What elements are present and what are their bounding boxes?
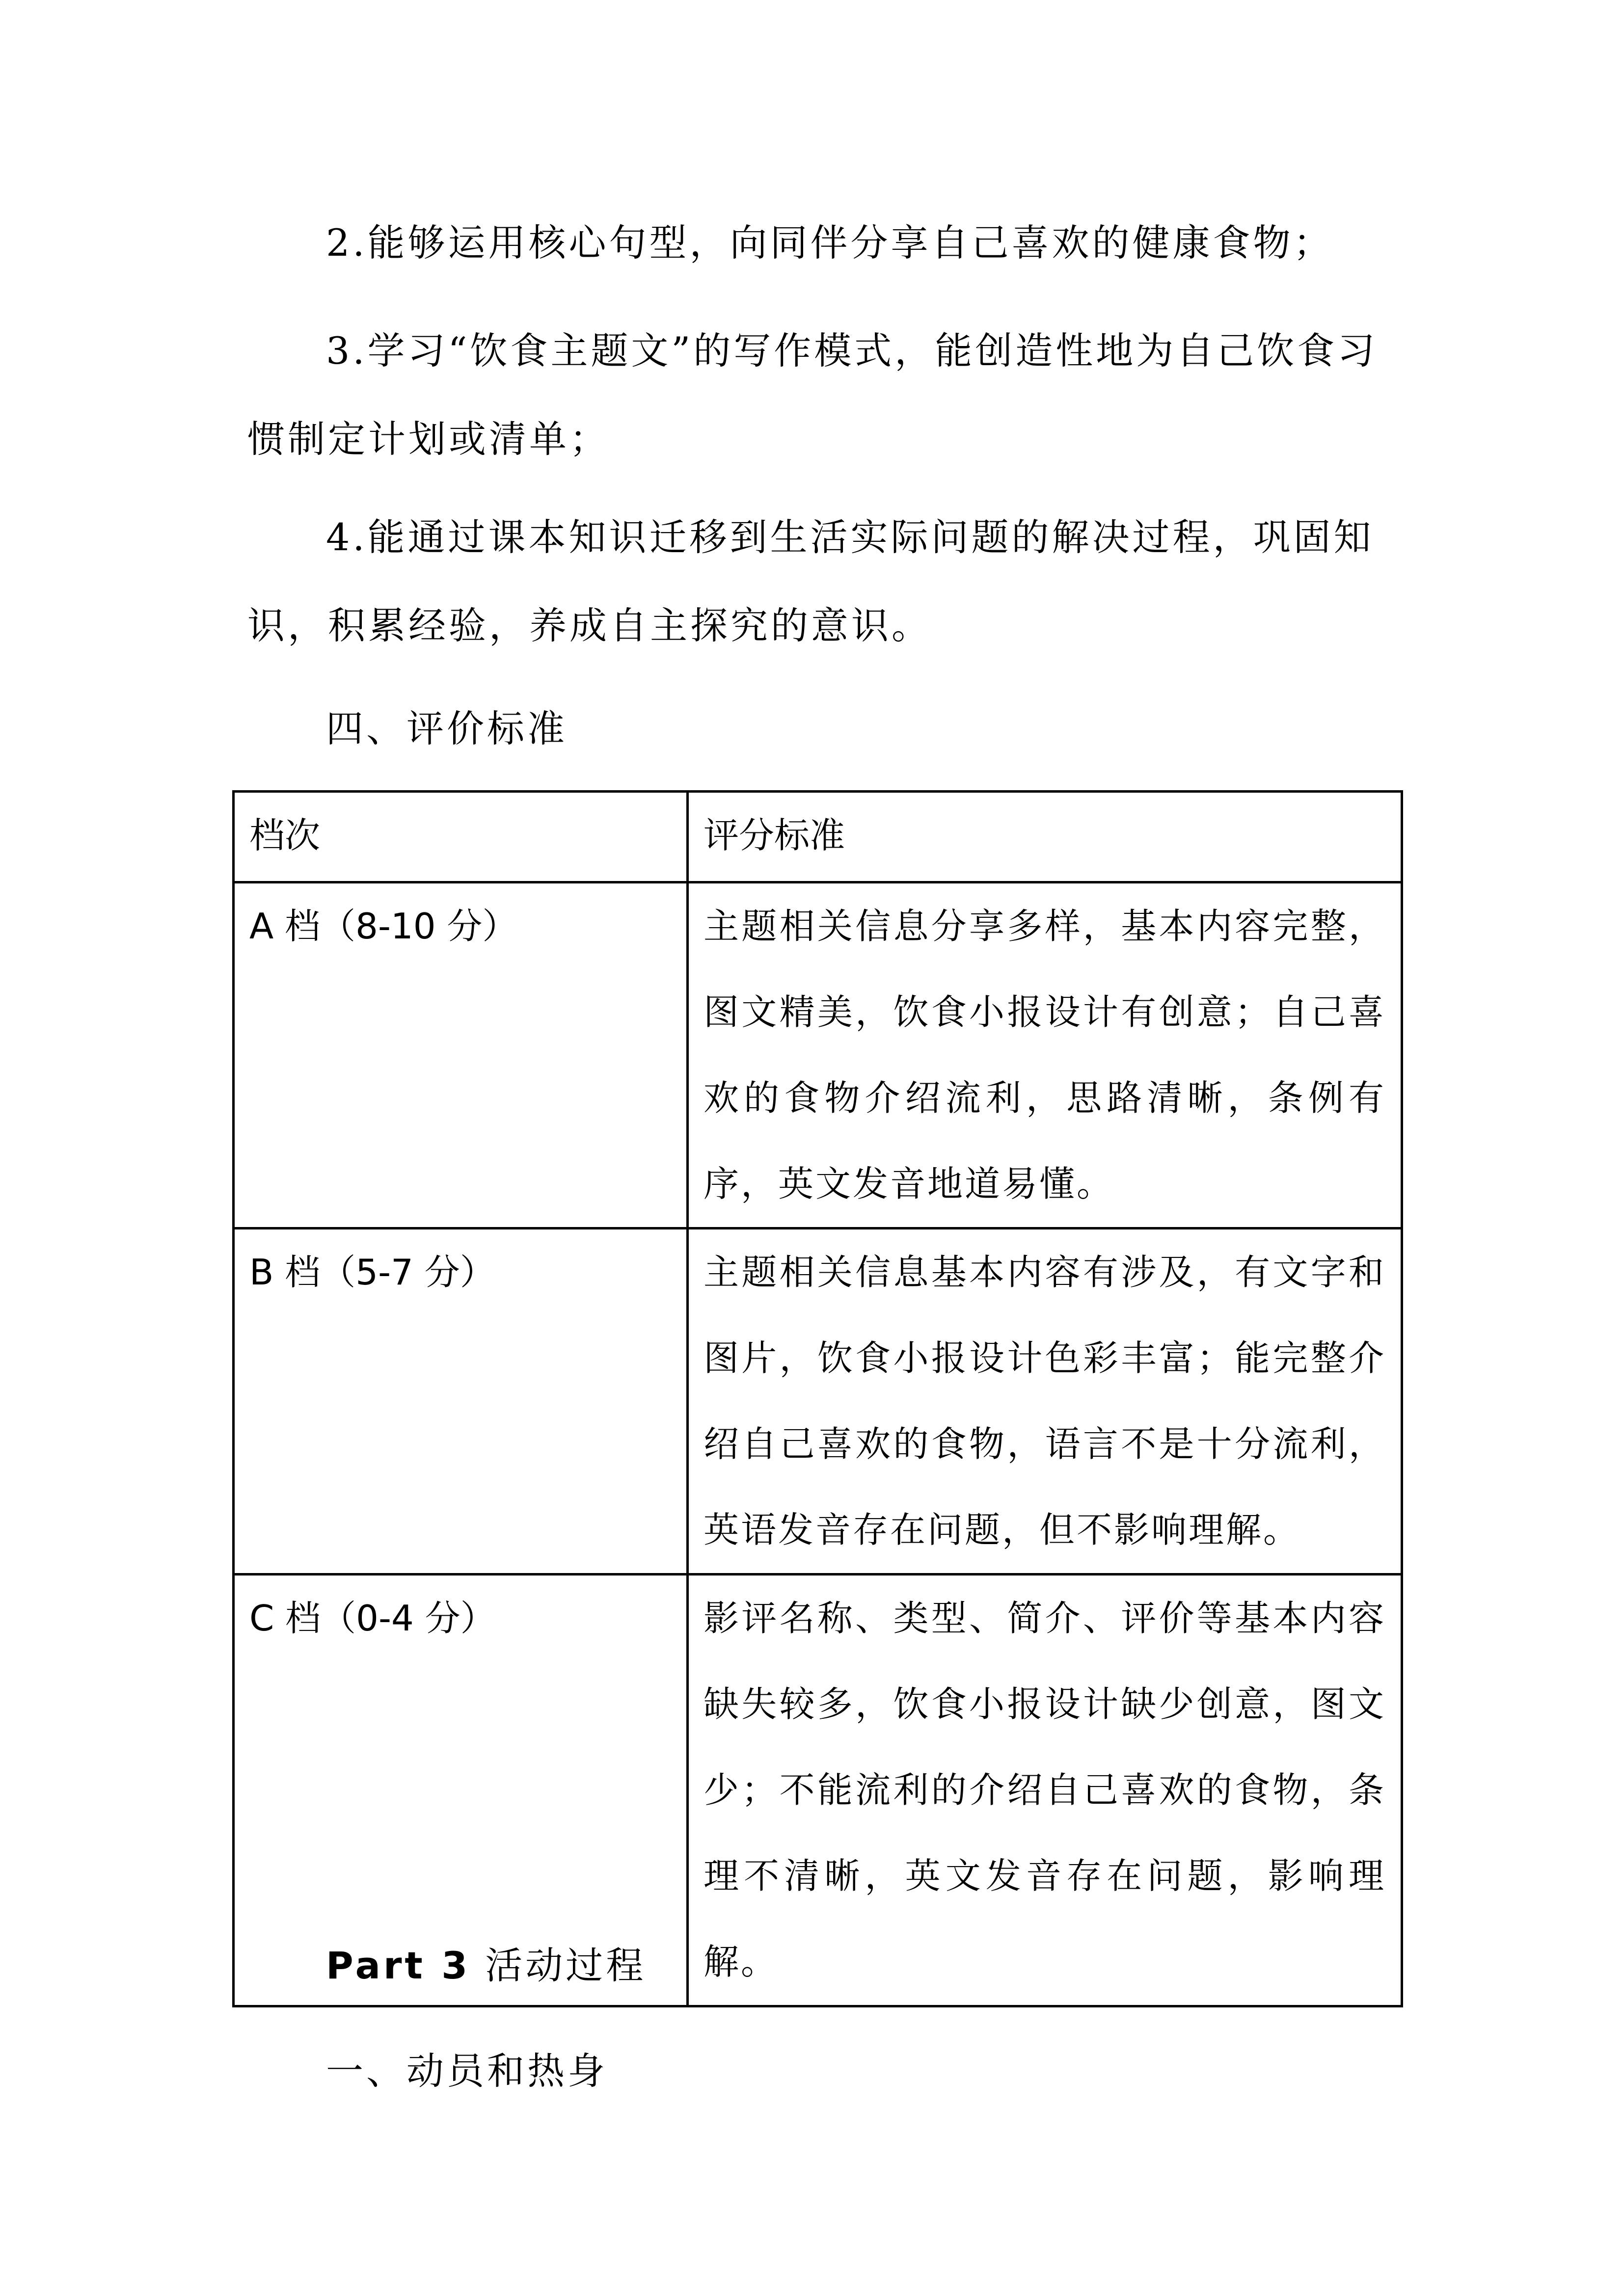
part-3-label: Part 3 [326,1944,471,1987]
table-header-row [234,792,1402,882]
part-3-title: 活动过程 [470,1944,647,1987]
section-four-title: 四、评价标准 [326,707,568,750]
table-row [234,882,1402,1228]
rubric-table [232,790,1403,2007]
criteria-cell: 主题相关信息分享多样，基本内容完整，图文精美，饮食小报设计有创意；自己喜欢的食物介绍流利，思路清晰，条例有序，英文发音地道易懂。 [688,882,1402,1228]
criteria-cell: 影评名称、类型、简介、评价等基本内容缺失较多，饮食小报设计缺少创意，图文少；不能流利的介绍自己喜欢的食物，条理不清晰，英文发音存在问题，影响理解。 [688,1575,1402,2006]
part-3-heading [326,1941,646,1990]
header-level: 档次 [234,792,688,882]
level-cell: B 档（5-7 分） [234,1228,688,1575]
level-cell: A 档（8-10 分） [234,882,688,1228]
section-one-title: 一、动员和热身 [326,2049,608,2093]
level-cell: C 档（0-4 分） [234,1575,688,2006]
header-criteria: 评分标准 [688,792,1402,882]
table-row [234,1228,1402,1575]
objective-4: 4.能通过课本知识迁移到生活实际问题的解决过程，巩固知识，积累经验，养成自主探究的意识。 [247,515,1374,647]
criteria-cell: 主题相关信息基本内容有涉及，有文字和图片，饮食小报设计色彩丰富；能完整介绍自己喜欢的食物，语言不是十分流利，英语发音存在问题，但不影响理解。 [688,1228,1402,1575]
objective-3: 3.学习“饮食主题文”的写作模式，能创造性地为自己饮食习惯制定计划或清单； [247,329,1378,461]
objective-2: 2.能够运用核心句型，向同伴分享自己喜欢的健康食物； [326,221,1334,265]
